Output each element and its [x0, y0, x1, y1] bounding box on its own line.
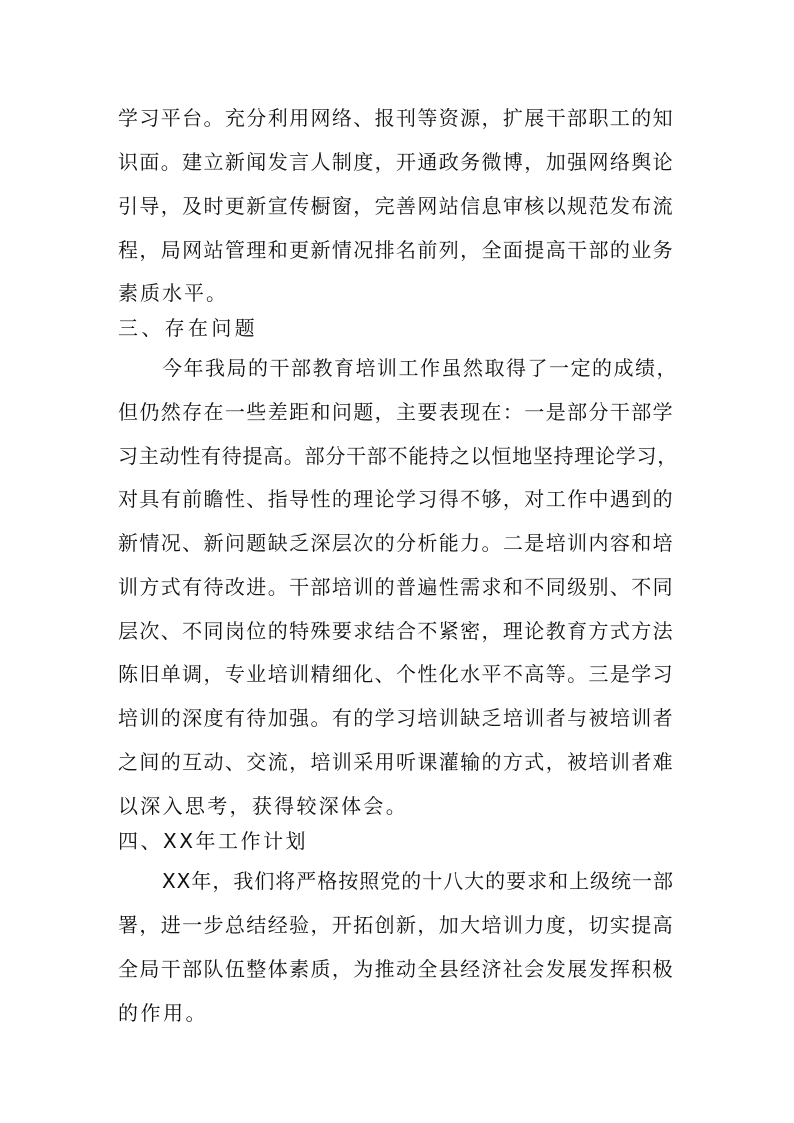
text-line-13: 层次、不同岗位的特殊要求结合不紧密，理论教育方式方法	[118, 619, 674, 643]
text-line-16: 之间的互动、交流，培训采用听课灌输的方式，被培训者难	[118, 750, 674, 774]
text-line-1: 学习平台。充分利用网络、报刊等资源，扩展干部职工的知	[118, 106, 674, 130]
text-line-7: 今年我局的干部教育培训工作虽然取得了一定的成绩，	[162, 356, 678, 380]
text-line-22: 的作用。	[118, 1001, 208, 1025]
section-heading-plan: 四、XX年工作计划	[118, 829, 308, 853]
text-line-15: 培训的深度有待加强。有的学习培训缺乏培训者与被培训者	[118, 706, 674, 730]
text-line-5: 素质水平。	[118, 281, 228, 305]
text-line-11: 新情况、新问题缺乏深层次的分析能力。二是培训内容和培	[118, 531, 674, 555]
text-line-3: 引导，及时更新宣传橱窗，完善网站信息审核以规范发布流	[118, 194, 674, 218]
text-line-12: 训方式有待改进。干部培训的普遍性需求和不同级别、不同	[118, 575, 674, 599]
text-line-8: 但仍然存在一些差距和问题，主要表现在：一是部分干部学	[118, 400, 674, 424]
section-heading-problems: 三、存在问题	[118, 316, 258, 340]
text-line-17: 以深入思考，获得较深体会。	[118, 794, 408, 818]
text-line-21: 全局干部队伍整体素质，为推动全县经济社会发展发挥积极	[118, 957, 674, 981]
text-line-4: 程，局网站管理和更新情况排名前列，全面提高干部的业务	[118, 238, 674, 262]
text-line-2: 识面。建立新闻发言人制度，开通政务微博，加强网络舆论	[118, 150, 674, 174]
text-line-20: 署，进一步总结经验，开拓创新，加大培训力度，切实提高	[118, 913, 674, 937]
text-line-9: 习主动性有待提高。部分干部不能持之以恒地坚持理论学习，	[118, 444, 678, 468]
text-line-10: 对具有前瞻性、指导性的理论学习得不够，对工作中遇到的	[118, 487, 674, 511]
text-line-14: 陈旧单调，专业培训精细化、个性化水平不高等。三是学习	[118, 662, 674, 686]
text-line-19: XX年，我们将严格按照党的十八大的要求和上级统一部	[162, 869, 674, 893]
